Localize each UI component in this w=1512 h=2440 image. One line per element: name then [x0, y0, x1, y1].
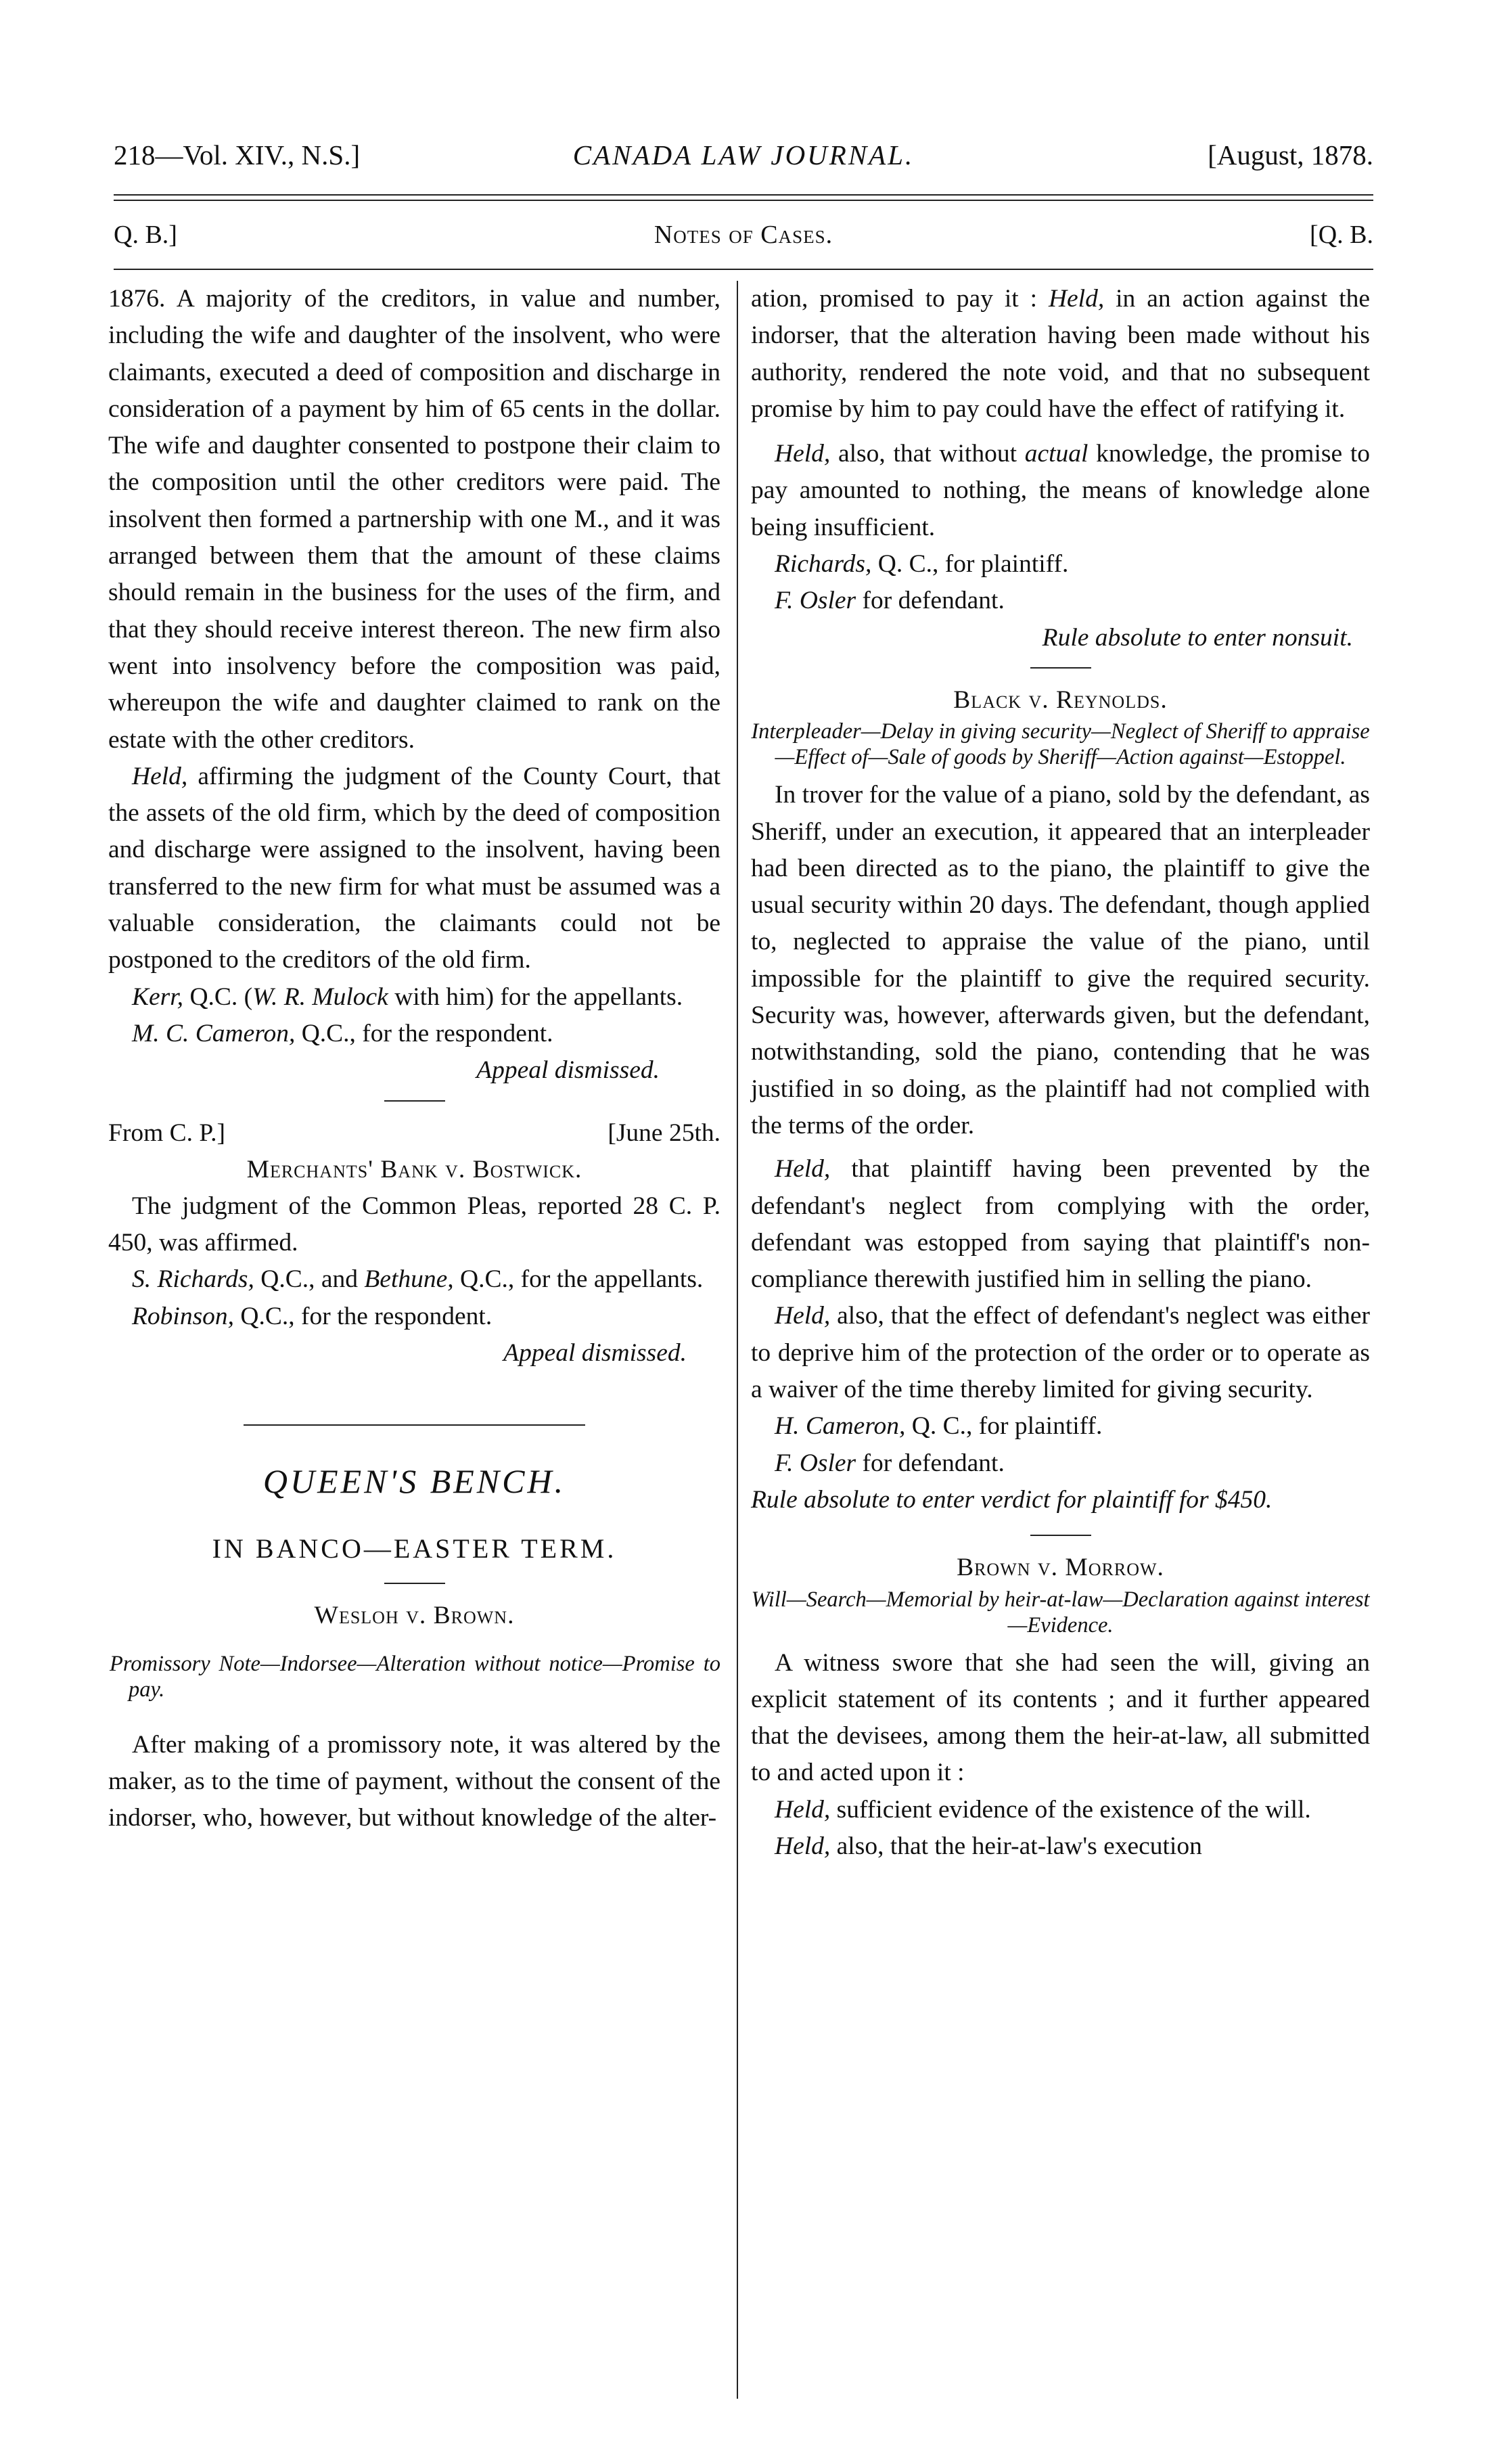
held-label: Held,	[775, 440, 831, 468]
paragraph: 1876. A majority of the creditors, in value and number, including the wife and daughter of the insolvent, who were claimants, executed a deed of composition and discharge in consideration of a payment by him of 65 cents in the dollar. The wife and daughter consented to postpone their claim to the composition until the other creditors were paid. The insolvent then formed a partnership with one M., and it was arranged between them that the amount of these claims should remain in the business for the uses of the firm, and that they should receive interest thereon. The new firm also went into insolvency before the composition was paid, whereupon the wife and daughter claimed to rank on the estate with the other creditors.	[108, 285, 720, 754]
counsel-line	[108, 1298, 720, 1335]
counsel-line	[108, 979, 720, 1016]
result-text: Rule absolute to enter verdict for plaintiff for $450.	[751, 1485, 1273, 1514]
counsel-name: Bethune,	[364, 1265, 454, 1294]
counsel-text: with him) for the appellants.	[388, 982, 683, 1011]
running-header	[114, 139, 1373, 186]
counsel-text: for defendant.	[856, 587, 1005, 615]
counsel-name: F. Osler	[775, 587, 856, 615]
held-text: also, that without	[830, 440, 1025, 468]
case-title: Brown v. Morrow.	[957, 1554, 1164, 1582]
section-rule	[114, 269, 1373, 270]
held-paragraph	[751, 1828, 1370, 1865]
left-column	[108, 281, 720, 1837]
case-result	[751, 620, 1370, 656]
held-text: also, that the heir-at-law's execution	[830, 1832, 1202, 1860]
counsel-line	[751, 583, 1370, 619]
headnote: Interpleader—Delay in giving security—Neglect of Sheriff to appraise—Effect of—Sale of goods by Sheriff—Action against—Estoppel.	[751, 719, 1370, 770]
held-text: sufficient evidence of the existence of the will.	[830, 1795, 1311, 1824]
header-rule-double	[114, 200, 1373, 201]
held-paragraph	[751, 1298, 1370, 1408]
paragraph: In trover for the value of a piano, sold by the defendant, as Sheriff, under an execution, it appeared that an interpleader had been directed as to the piano, the plaintiff to give the usual security within 20 days. The defendant, though applied to, neglected to appraise the value of the piano, until impossible for the plaintiff to give the required security. Security was, however, afterwards given, but the defendant, notwithstanding, sold the piano, contending that he was justified in so doing, as the plaintiff had not complied with the terms of the order.	[751, 781, 1370, 1139]
held-label: Held,	[775, 1832, 831, 1860]
case-title: Merchants' Bank v. Bostwick.	[246, 1155, 582, 1183]
paragraph: A witness swore that she had seen the will, giving an explicit statement of its contents ; and it further appeared that the devisees, among them the heir-at-law, all submitted to and acted upon it :	[751, 1648, 1370, 1787]
case-result	[751, 1482, 1370, 1518]
counsel-name: Kerr,	[132, 982, 184, 1011]
counsel-name: Richards,	[775, 550, 872, 579]
paragraph: After making of a promissory note, it was altered by the maker, as to the time of payment, without the consent of the indorser, who, however, but without knowledge of the alter-	[108, 1730, 720, 1832]
held-label: Held,	[132, 762, 188, 790]
counsel-text: Q.C., for the appellants.	[453, 1265, 704, 1294]
result-text: Appeal dismissed.	[503, 1339, 687, 1368]
counsel-line	[108, 1261, 720, 1298]
held-text: affirming the judgment of the County Court, that the assets of the old firm, which by the deed of composition and discharge were assigned to the insolvent, having been transferred to the new firm for what must be assumed was a valuable consideration, the claimants could not be postponed to the creditors of the old firm.	[108, 762, 720, 974]
court-heading: QUEEN'S BENCH.	[262, 1462, 566, 1501]
separator-rule	[1030, 1535, 1091, 1536]
counsel-text: for defendant.	[856, 1449, 1005, 1477]
section-title: Notes of Cases.	[654, 221, 833, 249]
case-result	[108, 1335, 720, 1372]
case-title: Black v. Reynolds.	[953, 685, 1168, 714]
held-label: Held,	[775, 1302, 831, 1330]
separator-rule	[1030, 667, 1091, 669]
counsel-text: Q.C., and	[254, 1265, 365, 1294]
counsel-name: H. Cameron,	[775, 1412, 906, 1441]
court-right: [Q. B.	[1310, 221, 1373, 249]
counsel-line	[108, 1016, 720, 1052]
result-text: Appeal dismissed.	[476, 1056, 660, 1085]
text: ation, promised to pay it :	[751, 285, 1049, 313]
header-rule	[114, 194, 1373, 196]
emphasis: actual	[1024, 440, 1089, 468]
held-paragraph	[751, 1151, 1370, 1298]
section-break-rule	[244, 1424, 585, 1426]
held-text: also, that the effect of defendant's neglect was either to deprive him of the protection of the order or to operate as a waiver of the time thereby limited for giving security.	[751, 1302, 1370, 1404]
counsel-name: M. C. Cameron,	[132, 1019, 296, 1047]
held-label: Held,	[1048, 285, 1105, 313]
held-paragraph	[751, 1792, 1370, 1828]
separator-rule	[384, 1583, 445, 1584]
court-left: Q. B.]	[114, 221, 177, 249]
headnote: Will—Search—Memorial by heir-at-law—Declaration against interest—Evidence.	[751, 1587, 1370, 1637]
counsel-name: Robinson,	[132, 1302, 235, 1330]
term-heading: IN BANCO—EASTER TERM.	[212, 1533, 617, 1564]
result-text: Rule absolute to enter nonsuit.	[1042, 623, 1353, 652]
counsel-text: Q. C., for plaintiff.	[905, 1412, 1103, 1441]
decision-date: [June 25th.	[608, 1119, 720, 1147]
held-paragraph	[751, 436, 1370, 546]
court-date-line	[108, 1115, 720, 1152]
case-title: Wesloh v. Brown.	[314, 1602, 515, 1630]
headnote: Promissory Note—Indorsee—Alteration without notice—Promise to pay.	[110, 1651, 720, 1702]
held-label: Held,	[775, 1795, 831, 1824]
counsel-name: S. Richards,	[132, 1265, 254, 1294]
counsel-line	[751, 1445, 1370, 1482]
held-label: Held,	[775, 1155, 831, 1183]
held-paragraph	[108, 759, 720, 979]
counsel-line	[751, 546, 1370, 583]
page-volume: 218—Vol. XIV., N.S.]	[114, 139, 361, 171]
journal-title: CANADA LAW JOURNAL.	[572, 139, 915, 171]
counsel-text: Q. C., for plaintiff.	[871, 550, 1069, 579]
case-result	[108, 1052, 720, 1089]
counsel-text: Q.C., for the respondent.	[295, 1019, 553, 1047]
counsel-text: Q.C. (	[183, 982, 253, 1011]
right-column	[751, 281, 1370, 1865]
held-text: knowledge, the promise to pay amounted to nothing, the means of knowledge alone being insufficient.	[751, 440, 1370, 541]
counsel-text: Q.C., for the respondent.	[234, 1302, 492, 1330]
held-text: that plaintiff having been prevented by the defendant's neglect from complying with the order, defendant was estopped from saying that plaintiff's non-compliance therewith justified him in selling the piano.	[751, 1155, 1370, 1294]
paragraph	[751, 281, 1370, 428]
counsel-name: F. Osler	[775, 1449, 856, 1477]
held-text: in an action against the indorser, that the alteration having been made without his authority, rendered the note void, and that no subsequent promise by him to pay could have the effect of ratifying it.	[751, 285, 1370, 423]
from-court: From C. P.]	[108, 1119, 225, 1147]
paragraph: The judgment of the Common Pleas, reported 28 C. P. 450, was affirmed.	[108, 1192, 720, 1257]
column-divider	[737, 281, 738, 2399]
counsel-name: W. R. Mulock	[252, 982, 388, 1011]
section-header	[114, 220, 1373, 261]
issue-date: [August, 1878.	[1208, 139, 1373, 171]
separator-rule	[384, 1100, 445, 1102]
counsel-line	[751, 1408, 1370, 1445]
